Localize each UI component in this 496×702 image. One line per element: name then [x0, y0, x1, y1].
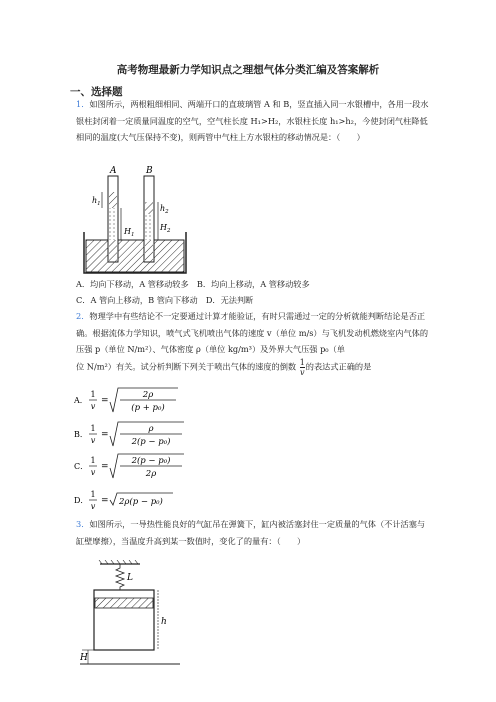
figure-glass-tubes [80, 162, 190, 274]
q2-formula-options [74, 382, 234, 514]
question-body: 物理学中有些结论不一定要通过计算才能验证，有时只需通过一定的分析就能判断结论是否正确。根据流体力学知识，喷气式飞机喷出气体的速度 v（单位 m/s）与飞机发动机燃烧室内气体的压强 p（单位 N/m²）、气体密度 ρ（单位 kg/m³）及外界大气压强 p₀（单 [76, 311, 429, 354]
option-label: A． [74, 396, 88, 405]
question-number: 2． [76, 311, 90, 321]
formula-numerator: ρ [148, 424, 154, 434]
equals-sign: = [101, 430, 109, 440]
equals-sign: = [101, 496, 109, 506]
question-number: 1． [76, 99, 90, 109]
label-h2: $h_2$ [160, 204, 169, 215]
label-h: h [161, 617, 167, 627]
lhs-numerator: 1 [90, 490, 96, 499]
question-body: 如图所示，两根粗细相同、两端开口的直玻璃管 A 和 B，竖直插入同一水银槽中，各用一段水银柱封闭着一定质量同温度的空气，空气柱长度 H₁>H₂，水银柱长度 h₁>h₂，今使封闭气柱降低相同的温度(大气压保持不变)，则两管中气柱上方水银柱的移动情况是：（ ） [76, 99, 429, 142]
formula-denominator: 2ρ [145, 469, 157, 479]
air-column-b [145, 214, 153, 240]
section-heading: 一、选择题 [70, 86, 123, 98]
inline-fraction [300, 358, 305, 377]
mercury-trough [86, 240, 184, 272]
question-2-text [76, 308, 432, 358]
spring [116, 564, 124, 590]
label-big-h2: $H_2$ [160, 223, 171, 234]
question-number: 3． [76, 519, 90, 529]
label-big-h1: $H_1$ [124, 227, 135, 238]
option-label: B． [74, 430, 88, 439]
label-h1: $h_1$ [92, 196, 101, 207]
label-l: L [127, 573, 133, 583]
lhs-denominator: v [90, 436, 96, 445]
label-a: A [110, 166, 117, 176]
lhs-numerator: 1 [90, 390, 96, 399]
document-title: 高考物理最新力学知识点之理想气体分类汇编及答案解析 [116, 64, 380, 76]
piston [95, 598, 153, 608]
formula-denominator: 2(p − p₀) [131, 437, 171, 447]
lhs-denominator: v [90, 402, 96, 411]
fraction-denominator: v [299, 368, 305, 377]
tube-a [108, 176, 118, 262]
figure-cylinder-spring [80, 560, 190, 668]
formula-numerator: 2ρ [142, 390, 154, 400]
mercury-column-a [109, 192, 117, 208]
formula-denominator: (p + p₀) [131, 403, 165, 413]
question-body-end: 的表达式正确的是 [305, 361, 372, 372]
q1-options-cd: C．A 管向上移动，B 管向下移动 D．无法判断 [76, 295, 254, 305]
label-b: B [146, 166, 153, 176]
label-big-h: H [80, 653, 88, 663]
tube-b [144, 176, 154, 262]
question-body-cont: 位 N/m²）有关。试分析判断下列关于喷出气体的速度的倒数 [76, 361, 297, 372]
fraction-numerator: 1 [299, 358, 305, 367]
equals-sign: = [101, 396, 109, 406]
sqrt-radicand: 2ρ(p − p₀) [119, 497, 163, 507]
equals-sign: = [101, 462, 109, 472]
lhs-numerator: 1 [90, 456, 96, 465]
option-label: C． [74, 462, 89, 471]
question-1-text [76, 96, 432, 146]
lhs-denominator: v [90, 468, 96, 477]
mercury-column-b [145, 202, 153, 214]
q1-options-ab: A．均向下移动，A 管移动较多 B．均向上移动，A 管移动较多 [76, 279, 310, 289]
question-body: 如图所示，一导热性能良好的气缸吊在弹簧下，缸内被活塞封住一定质量的气体（不计活塞与缸壁摩擦），当温度升高到某一数值时，变化了的量有：（ ） [76, 519, 426, 546]
question-2-text-cont [76, 358, 432, 377]
lhs-numerator: 1 [90, 424, 96, 433]
question-3-text [76, 516, 432, 549]
formula-numerator: 2(p − p₀) [131, 456, 171, 466]
lhs-denominator: v [90, 502, 96, 511]
air-column-a [109, 208, 117, 240]
option-label: D． [74, 496, 89, 505]
